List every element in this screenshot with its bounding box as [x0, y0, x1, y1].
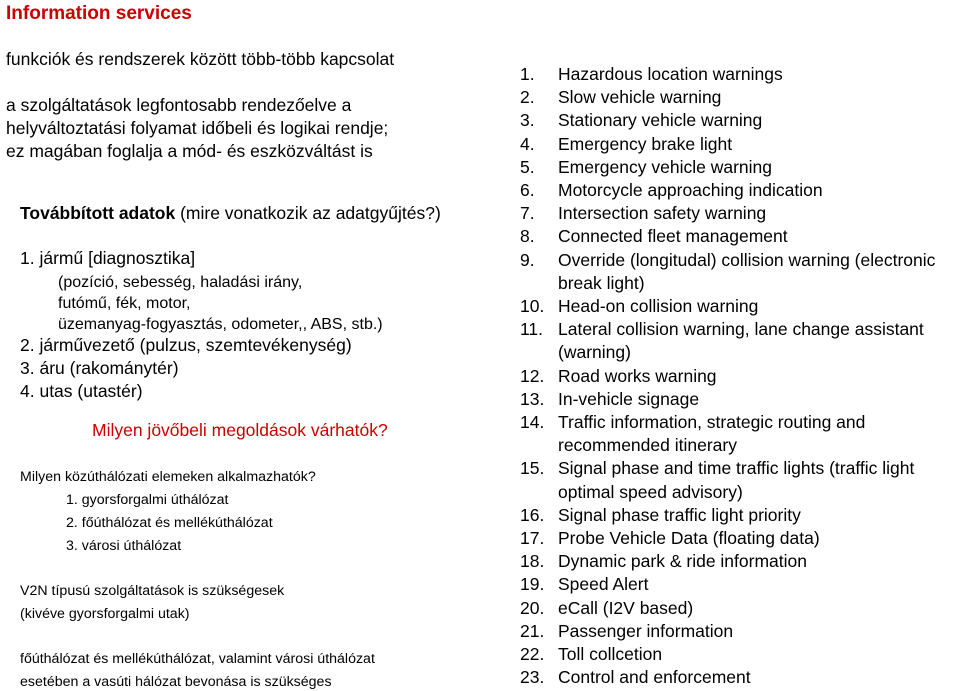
v2n-line-2: (kivéve gyorsforgalmi utak)	[20, 606, 190, 622]
item-number: 3.	[520, 110, 535, 131]
list-item	[520, 527, 960, 550]
item-text: Slow vehicle warning	[558, 87, 722, 108]
data-item-passenger: 4. utas (utastér)	[20, 381, 143, 401]
item-number: 5.	[520, 156, 535, 177]
item-text: Emergency vehicle warning	[558, 156, 772, 177]
list-item	[520, 666, 960, 689]
item-text: Road works warning	[558, 365, 717, 386]
item-number: 23.	[520, 667, 545, 688]
item-text: Toll collcetion	[558, 644, 663, 665]
item-number: 12.	[520, 365, 545, 386]
list-item	[520, 411, 960, 457]
relation-line: funkciók és rendszerek között több-több kapcsolat	[6, 49, 395, 69]
item-number: 4.	[520, 133, 535, 154]
road-item-motorway: 1. gyorsforgalmi úthálózat	[66, 492, 229, 508]
item-number: 20.	[520, 597, 545, 618]
rail-line-1: főúthálózat és mellékúthálózat, valamint városi úthálózat	[20, 651, 375, 667]
road-item-main: 2. főúthálózat és mellékúthálózat	[66, 515, 273, 531]
item-text: Passenger information	[558, 620, 734, 641]
item-number: 6.	[520, 180, 535, 201]
list-item	[520, 86, 960, 109]
item-number: 9.	[520, 249, 535, 270]
item-text: Probe Vehicle Data (floating data)	[558, 528, 820, 549]
item-number: 19.	[520, 574, 545, 595]
list-item	[520, 156, 960, 179]
list-item	[520, 133, 960, 156]
item-number: 2.	[520, 87, 535, 108]
item-text: Override (longitudal) collision warning (electronic break light)	[558, 249, 936, 293]
item-number: 21.	[520, 620, 545, 641]
item-number: 11.	[520, 319, 544, 340]
road-network-question: Milyen közúthálózati elemeken alkalmazhatók?	[20, 469, 316, 485]
item-text: Stationary vehicle warning	[558, 110, 763, 131]
item-number: 18.	[520, 551, 545, 572]
list-item	[520, 388, 960, 411]
vehicle-detail-2: futómű, fék, motor,	[58, 295, 191, 312]
item-text: In-vehicle signage	[558, 388, 700, 409]
list-item	[520, 109, 960, 132]
item-text: Hazardous location warnings	[558, 64, 783, 84]
v2n-line-1: V2N típusú szolgáltatások is szükségesek	[20, 583, 285, 599]
item-text: Intersection safety warning	[558, 203, 767, 224]
list-item	[520, 573, 960, 596]
list-item	[520, 63, 960, 86]
data-item-driver: 2. járművezető (pulzus, szemtevékenység)	[20, 335, 352, 355]
future-solutions-question: Milyen jövőbeli megoldások várhatók?	[92, 420, 388, 440]
list-item	[520, 550, 960, 573]
rail-line-2: esetében a vasúti hálózat bevonása is szükséges	[20, 674, 332, 690]
list-item	[520, 225, 960, 248]
list-item	[520, 597, 960, 620]
principle-line-1: a szolgáltatások legfontosabb rendezőelve a	[6, 95, 352, 115]
item-number: 10.	[520, 296, 545, 317]
item-number: 17.	[520, 528, 545, 549]
list-item	[520, 179, 960, 202]
item-text: Speed Alert	[558, 574, 649, 595]
services-list	[520, 63, 960, 689]
item-number: 7.	[520, 203, 535, 224]
item-number: 16.	[520, 504, 545, 525]
page-title: Information services	[6, 3, 192, 24]
item-number: 22.	[520, 644, 545, 665]
list-item	[520, 295, 960, 318]
item-number: 8.	[520, 226, 535, 247]
item-text: Lateral collision warning, lane change assistant (warning)	[558, 319, 924, 363]
item-number: 13.	[520, 388, 545, 409]
data-item-vehicle: 1. jármű [diagnosztika]	[20, 248, 196, 268]
item-number: 15.	[520, 458, 545, 479]
list-item	[520, 202, 960, 225]
item-number: 1.	[520, 64, 535, 84]
vehicle-detail-1: (pozíció, sebesség, haladási irány,	[58, 274, 303, 291]
item-text: Head-on collision warning	[558, 296, 759, 317]
list-item	[520, 249, 960, 295]
item-text: Connected fleet management	[558, 226, 788, 247]
list-item	[520, 318, 960, 364]
data-item-cargo: 3. áru (rakománytér)	[20, 358, 179, 378]
forwarded-data-label: Továbbított adatok	[20, 203, 176, 223]
item-text: Signal phase and time traffic lights (traffic light optimal speed advisory)	[558, 458, 915, 502]
item-text: Dynamic park & ride information	[558, 551, 807, 572]
forwarded-data-question: (mire vonatkozik az adatgyűjtés?)	[175, 203, 441, 223]
principle-line-3: ez magában foglalja a mód- és eszközváltást is	[6, 141, 373, 161]
item-text: Emergency brake light	[558, 133, 733, 154]
item-text: Signal phase traffic light priority	[558, 504, 801, 525]
list-item	[520, 457, 960, 503]
principle-line-2: helyváltoztatási folyamat időbeli és logikai rendje;	[6, 118, 389, 138]
list-item	[520, 643, 960, 666]
forwarded-data-heading	[20, 203, 441, 224]
road-item-urban: 3. városi úthálózat	[66, 538, 182, 554]
item-number: 14.	[520, 412, 545, 433]
item-text: Traffic information, strategic routing and recommended itinerary	[558, 412, 866, 456]
vehicle-detail-3: üzemanyag-fogyasztás, odometer,, ABS, stb.)	[58, 316, 383, 333]
list-item	[520, 504, 960, 527]
item-text: Control and enforcement	[558, 667, 751, 688]
list-item	[520, 365, 960, 388]
item-text: eCall (I2V based)	[558, 597, 694, 618]
list-item	[520, 620, 960, 643]
item-text: Motorcycle approaching indication	[558, 180, 823, 201]
